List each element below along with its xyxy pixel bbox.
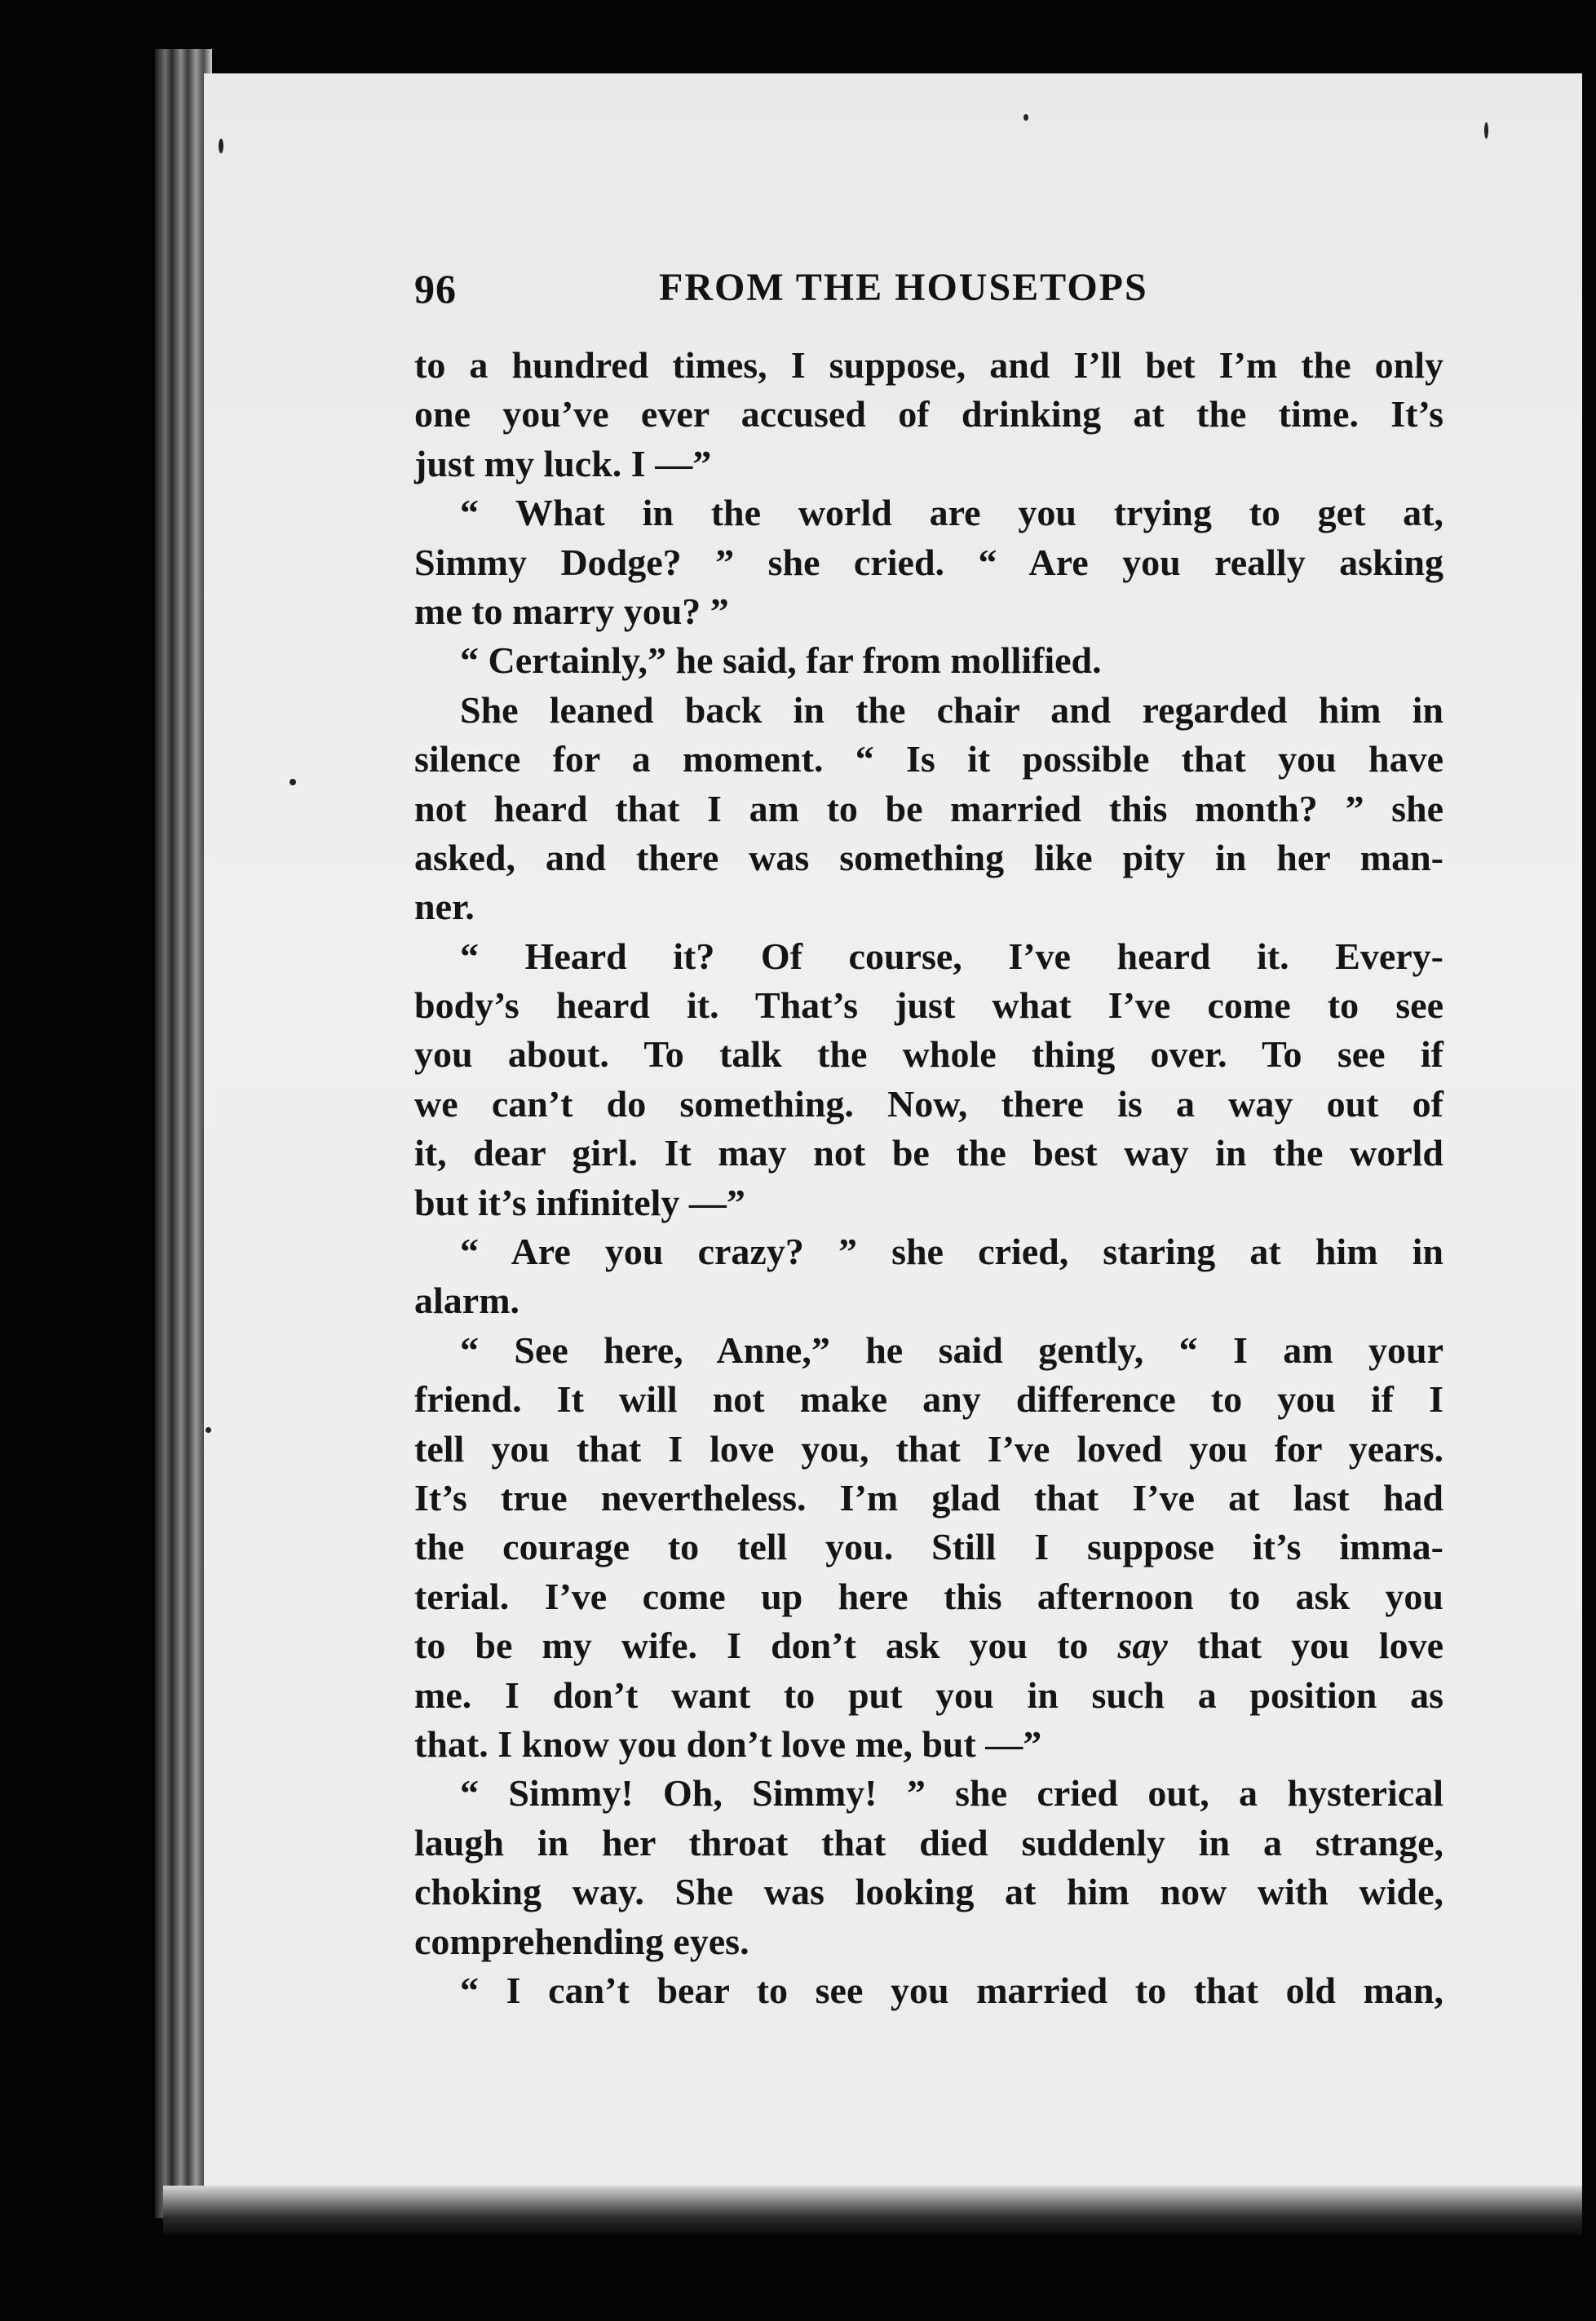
text-line: body’s heard it. That’s just what I’ve come to see [414, 984, 1443, 1027]
text-line [414, 1621, 1443, 1670]
text-line: choking way. She was looking at him now with wide, [414, 1871, 1443, 1913]
text-line: but it’s infinitely —” [414, 1181, 745, 1223]
text-line: one you’ve ever accused of drinking at the time. It’s [414, 393, 1443, 435]
text-line: “ Are you crazy? ” she cried, staring at him in [460, 1231, 1443, 1273]
book-bottom-edge [163, 2186, 1582, 2235]
page-body-text [414, 341, 1443, 2015]
text-line: you about. To talk the whole thing over. To see if [414, 1033, 1443, 1076]
text-segment: to be my wife. I don’t ask you to [414, 1625, 1089, 1667]
text-line: me. I don’t want to put you in such a position as [414, 1673, 1443, 1716]
text-line: Simmy Dodge? ” she cried. “ Are you really asking [414, 541, 1443, 583]
text-line: ner. [414, 886, 475, 928]
scan-speck [290, 779, 296, 785]
text-line: friend. It will not make any difference to you if I [414, 1378, 1443, 1421]
text-segment: that you love [1196, 1625, 1444, 1667]
text-line: It’s true nevertheless. I’m glad that I’ve at last had [414, 1476, 1443, 1519]
scan-speck [1023, 114, 1028, 121]
italic-word: say [1117, 1625, 1168, 1667]
text-line: “ I can’t bear to see you married to that old man, [460, 1969, 1443, 2011]
text-line: silence for a moment. “ Is it possible that you have [414, 738, 1443, 780]
text-line: “ What in the world are you trying to get at, [460, 492, 1443, 534]
text-line: terial. I’ve come up here this afternoon to ask you [414, 1575, 1443, 1617]
text-line: comprehending eyes. [414, 1920, 749, 1962]
text-line: “ See here, Anne,” he said gently, “ I am your [460, 1328, 1443, 1371]
page-header [414, 265, 1443, 322]
text-line: asked, and there was something like pity in her man- [414, 836, 1443, 878]
text-line: not heard that I am to be married this month? ” she [414, 787, 1443, 829]
text-line: tell you that I love you, that I’ve loved you for years. [414, 1427, 1443, 1470]
scan-speck [206, 1427, 211, 1433]
text-line: we can’t do something. Now, there is a way out of [414, 1082, 1443, 1125]
text-line: just my luck. I —” [414, 442, 712, 484]
text-line: laugh in her throat that died suddenly in a strange, [414, 1821, 1443, 1863]
text-line: She leaned back in the chair and regarded him in [460, 688, 1443, 731]
text-line: that. I know you don’t love me, but —” [414, 1722, 1042, 1765]
text-line: the courage to tell you. Still I suppose it’s imma- [414, 1526, 1443, 1568]
text-line: it, dear girl. It may not be the best way in the world [414, 1132, 1443, 1174]
text-line: me to marry you? ” [414, 590, 729, 632]
text-line: “ Certainly,” he said, far from mollified. [460, 639, 1102, 682]
text-line: alarm. [414, 1280, 520, 1322]
text-line: “ Simmy! Oh, Simmy! ” she cried out, a hysterical [460, 1772, 1443, 1815]
scan-speck [1484, 122, 1488, 139]
running-title: FROM THE HOUSETOPS [659, 266, 1148, 309]
page-number: 96 [414, 266, 457, 312]
text-line: “ Heard it? Of course, I’ve heard it. Every- [460, 935, 1443, 977]
scan-speck [219, 139, 223, 153]
text-line: to a hundred times, I suppose, and I’ll bet I’m the only [414, 344, 1443, 386]
